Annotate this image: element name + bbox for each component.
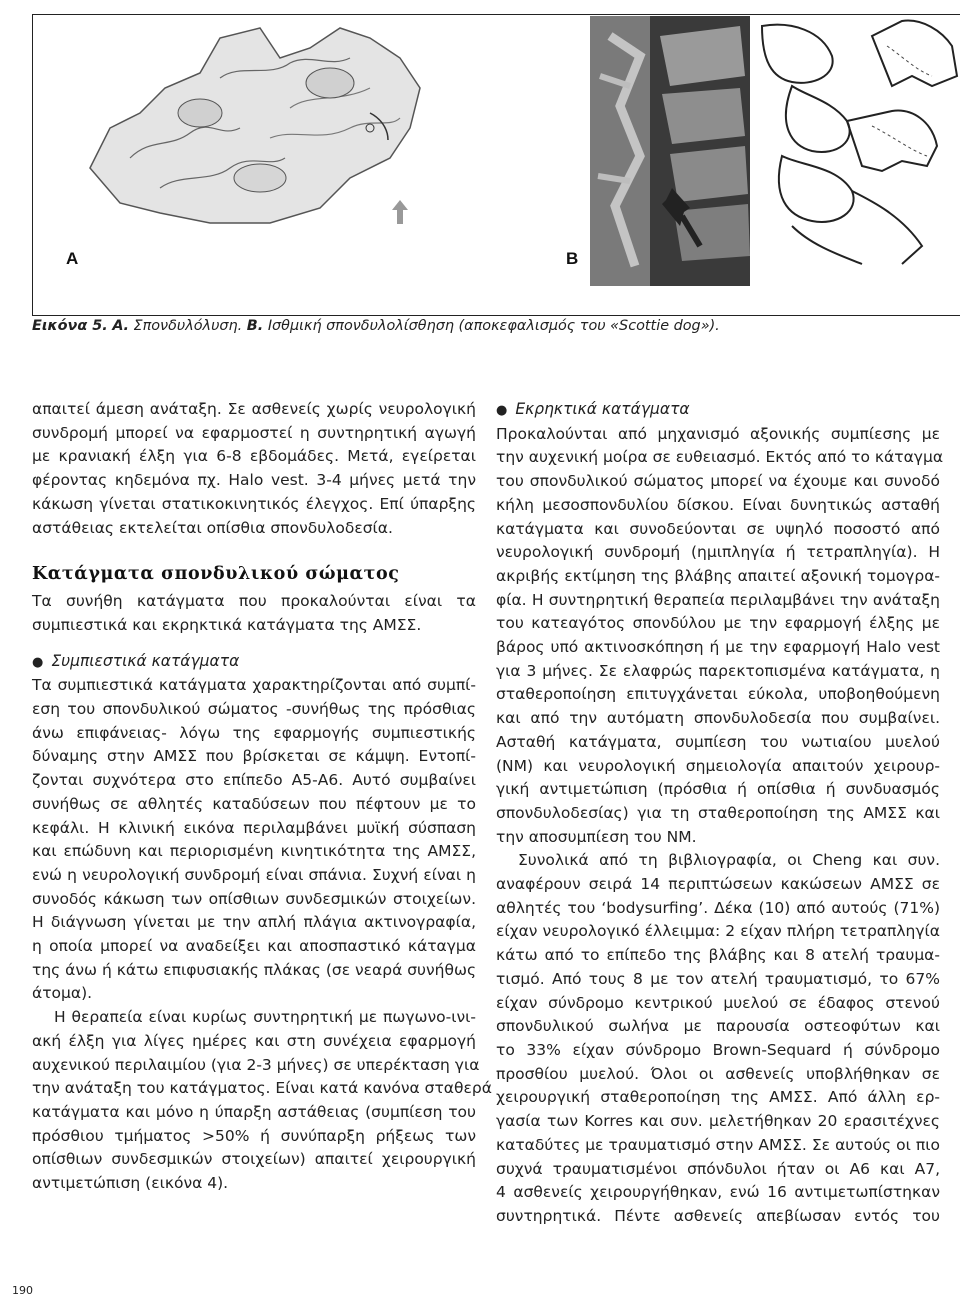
text-line: αυχενικού περιλαιμίου (για 2-3 μήνες) σε υπερέκταση για	[32, 1055, 480, 1074]
text-line: Τα συμπιεστικά κατάγματα χαρακτηρίζονται από συμπί-	[32, 676, 476, 695]
text-line: συμπιεστικά και εκρηκτικά κατάγματα της ΑΜΣΣ.	[32, 615, 422, 634]
text-line: άτομα).	[32, 984, 93, 1003]
text-line: κάκωση γίνεται στατικοκινητικός έλεγχος. Επί ύπαρξης	[32, 494, 476, 513]
text-line: είχαν σύνδρομο κεντρικού μυελού σε έδαφος στενού	[496, 993, 940, 1012]
text-line: αθλητές του ‘bodysurfing’. Δέκα (10) από αυτούς (71%)	[496, 898, 940, 917]
text-line: Τα συνήθη κατάγματα που προκαλούνται είναι τα	[32, 592, 476, 611]
text-line: ακή έλξη για λίγες ημέρες και στη συνέχεια εφαρμογή	[32, 1031, 476, 1050]
text-line: την ανάταξη του κατάγματος. Είναι κατά κανόνα σταθερά	[32, 1079, 492, 1098]
text-line: Ασταθή κατάγματα, συμπίεση του νωτιαίου μυελού	[496, 732, 940, 751]
text-line: αστάθειας εκτελείται οπίσθια σπονδυλοδεσία.	[32, 518, 393, 537]
text-line: ζονται συχνότερα στο επίπεδο Α5-Α6. Αυτό συμβαίνει	[32, 771, 476, 790]
text-line: της άνω ή κάτω επιφυσιακής πλάκας (σε νεαρά συνήθως	[32, 960, 477, 979]
bullet-title-burst	[496, 398, 940, 423]
text-line: του σπονδυλικού σώματος μπορεί να έχουμε και συνοδό	[496, 472, 940, 491]
text-line: Η διάγνωση γίνεται με την απλή πλάγια ακτινογραφία,	[32, 913, 476, 932]
text-line: προσθίου μυελού. Όλοι οι ασθενείς υποβλήθηκαν σε	[496, 1064, 940, 1083]
text-line: οπίσθιων συνδεσμικών στοιχείων) απαιτεί χειρουργική	[32, 1150, 476, 1169]
text-line: νευρολογική συνδρομή (ημιπληγία ή τετραπληγία). Η	[496, 543, 940, 562]
right-column	[496, 398, 944, 1229]
text-line: είχαν νευρολογικό έλλειμμα: 2 είχαν πλήρη τετραπληγία	[496, 922, 940, 941]
panel-label-b: B	[566, 249, 579, 268]
text-line: το 33% είχαν σύνδρομο Brown-Sequard ή σύνδρομο	[496, 1040, 940, 1059]
text-line: την αυχενική μοίρα σε ευθειασμό. Εκτός από το κάταγμα	[496, 448, 944, 467]
text-line: τισμό. Από τους 8 με τον ατελή τραυματισμό, το 67%	[496, 969, 940, 988]
text-line: φέροντας κηδεμόνα πχ. Halo vest. 3-4 μήνες μετά την	[32, 471, 476, 490]
text-line: και από την αυτόματη σπονδυλοδεσία που συμβαίνει.	[496, 709, 940, 728]
caption-a-text: Σπονδυλόλυση.	[133, 318, 243, 334]
text-line: κατάγματα και μόνο η ύπαρξη αστάθειας (συμπίεση του	[32, 1102, 476, 1121]
text-line: Η θεραπεία είναι κυρίως συντηρητική με πωγωνο-ινι-	[54, 1008, 476, 1027]
text-line: δύναμης στην ΑΜΣΣ που βρίσκεται σε κάμψη. Εντοπί-	[32, 747, 476, 766]
text-line: συνδρομή μπορεί να εφαρμοστεί η συντηρητική αγωγή	[32, 423, 476, 442]
text-line: γική αντιμετώπιση (πρόσθια ή οπίσθια ή συνδυασμός	[496, 780, 940, 799]
caption-b-label: Β.	[246, 318, 264, 334]
left-column	[32, 398, 492, 1196]
text-line: με κρανιακή έλξη για 6-8 εβδομάδες. Μετά, εγείρεται	[32, 447, 476, 466]
section-heading: Κατάγματα σπονδυλικού σώματος	[32, 564, 400, 585]
bullet-title-text: Εκρηκτικά κατάγματα	[515, 400, 690, 418]
text-line: σταθεροποίηση επιτυγχάνεται εύκολα, υποβοηθούμενη	[496, 685, 940, 704]
bullet-title-compression	[32, 650, 476, 675]
text-line: βάρος υπό ακτινοσκόπηση ή με την εφαρμογή Halo vest	[496, 638, 940, 657]
text-line: Συνολικά από τη βιβλιογραφία, οι Cheng και συν.	[518, 851, 940, 870]
treatment-paragraph	[32, 1006, 492, 1196]
bullet-title-text: Συμπιεστικά κατάγματα	[51, 651, 240, 670]
text-line: συχνά τραυματισμένοι σπόνδυλοι ήταν οι Α6 και Α7,	[496, 1159, 940, 1178]
text-line: συνήθως σε αθλητές καταδύσεων που πέφτουν με το	[32, 794, 476, 813]
text-line: εση του σπονδυλικού σώματος -συνήθως της πρόσθιας	[32, 700, 476, 719]
text-line: γασία των Korres και συν. μελετήθηκαν 20 ερασιτέχνες	[496, 1112, 940, 1131]
text-line: αναφέρουν σειρά 14 περιπτώσεων κακώσεων ΑΜΣΣ σε	[496, 875, 940, 894]
text-line: συντηρητικά. Πέντε ασθενείς απεβίωσαν εντός του	[496, 1206, 940, 1225]
caption-b-text: Ισθμική σπονδυλολίσθηση (αποκεφαλισμός του «Scottie dog»).	[267, 318, 720, 334]
text-line: φία. Η συντηρητική θεραπεία περιλαμβάνει την ανάταξη	[496, 590, 940, 609]
text-line: κάτω από το επίπεδο της βλάβης και 8 ατελή τραυμα-	[496, 946, 940, 965]
text-line: για 3 μήνες. Σε ελαφρώς παρεκτοπισμένα κατάγματα, η	[496, 661, 940, 680]
spondylolysis-illustration	[70, 18, 450, 230]
text-line: αντιμετώπιση (εικόνα 4).	[32, 1174, 229, 1193]
literature-paragraph	[496, 849, 940, 1228]
bullet-icon: ●	[32, 654, 44, 670]
panel-label-a: A	[66, 249, 79, 268]
text-line: κεφάλι. Η κλινική εικόνα περιλαμβάνει μυϊκή σύσπαση	[32, 818, 476, 837]
text-line: ακριβής εκτίμηση της βλάβης απαιτεί αξονική τομογρα-	[496, 566, 940, 585]
text-line: ενώ η νευρολογική συνδρομή είναι σπάνια. Συχνή είναι η	[32, 865, 476, 884]
text-line: η οποία μπορεί να αναδείξει και αποσπαστικό κάταγμα	[32, 937, 476, 956]
figure-caption	[32, 318, 960, 334]
text-line: συνοδός κάκωση των οπίσθιων συνδεσμικών στοιχείων.	[32, 889, 476, 908]
text-line: σπονδυλοδεσίας) για τη σταθεροποίηση της ΑΜΣΣ και	[496, 803, 940, 822]
text-line: χειρουργική σταθεροποίηση της ΑΜΣΣ. Από άλλη ερ-	[496, 1088, 940, 1107]
text-line: απαιτεί άμεση ανάταξη. Σε ασθενείς χωρίς νευρολογική	[32, 400, 476, 418]
intro-paragraph	[32, 398, 476, 540]
xray-image	[590, 16, 750, 286]
text-line: την αποσυμπίεση του ΝΜ.	[496, 827, 697, 846]
text-line: Προκαλούνται από μηχανισμό αξονικής συμπίεσης με	[496, 424, 940, 443]
text-line: (ΝΜ) και νευρολογική σημειολογία απαιτούν χειρουρ-	[496, 756, 940, 775]
caption-a-label: Α.	[112, 318, 129, 334]
section-intro-paragraph	[32, 590, 476, 637]
caption-prefix: Εικόνα 5.	[32, 318, 108, 334]
text-line: και επώδυνη και περιορισμένη κινητικότητα της ΑΜΣΣ,	[32, 842, 476, 861]
text-line: πρόσθιου τμήματος >50% ή συνύπαρξη ρήξεως των	[32, 1126, 476, 1145]
burst-paragraph	[496, 423, 944, 850]
page-number: 190	[12, 1284, 33, 1297]
text-line: άνω επιφάνειας- λόγω της εφαρμογής συμπιεστικής	[32, 723, 476, 742]
scottie-dog-illustration	[752, 16, 960, 266]
text-line: του κατεαγότος σπονδύλου με την εφαρμογή έλξης με	[496, 614, 940, 633]
text-line: καταδύτες με τραυματισμό στην ΑΜΣΣ. Σε αυτούς οι πιο	[496, 1135, 940, 1154]
text-line: κήλη μεσοσπονδυλίου δίσκου. Είναι δυνητικώς ασταθή	[496, 495, 940, 514]
bullet-icon: ●	[496, 403, 508, 418]
text-line: σπονδυλικού σωλήνα με παρουσία οστεοφύτων και	[496, 1017, 940, 1036]
text-line: κατάγματα και συνοδεύονται σε υψηλό ποσοστό από	[496, 519, 940, 538]
compression-paragraph	[32, 674, 476, 1006]
text-line: 4 ασθενείς χειρουργήθηκαν, ενώ 16 αντιμετωπίστηκαν	[496, 1183, 940, 1202]
